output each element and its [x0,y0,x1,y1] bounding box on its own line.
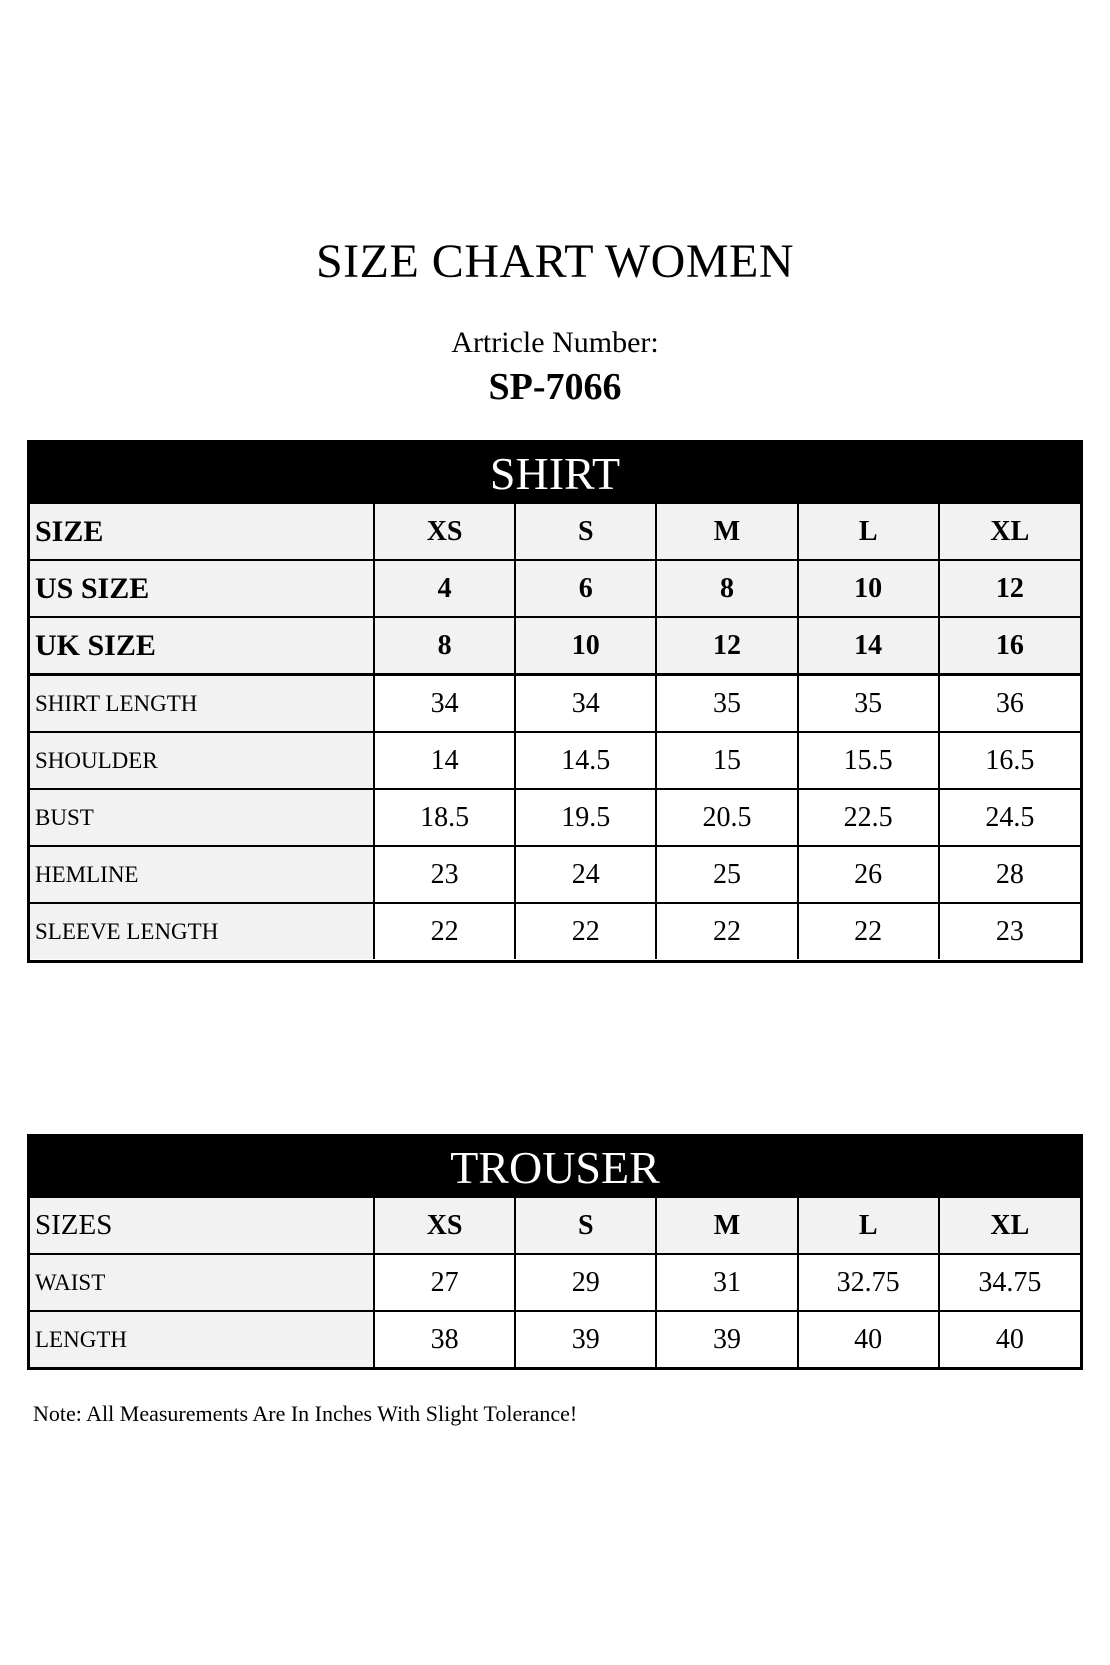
cell-value: 12 [939,560,1080,617]
cell-value: XL [939,1198,1080,1254]
cell-value: S [515,1198,656,1254]
table-row [30,675,1080,733]
cell-value: 22 [515,903,656,959]
cell-value: S [515,504,656,560]
cell-value: 18.5 [374,789,515,846]
table-row [30,1198,1080,1254]
row-label: SIZES [30,1198,374,1254]
cell-value: 27 [374,1254,515,1311]
cell-value: 26 [798,846,939,903]
measurement-note: Note: All Measurements Are In Inches With Slight Tolerance! [33,1401,578,1426]
trouser-banner: TROUSER [30,1137,1080,1198]
cell-value: 38 [374,1311,515,1367]
cell-value: 23 [374,846,515,903]
shirt-table [30,504,1080,959]
cell-value: 14 [798,617,939,675]
row-label: SHIRT LENGTH [30,675,374,733]
cell-value: 14 [374,732,515,789]
cell-value: 19.5 [515,789,656,846]
cell-value: 23 [939,903,1080,959]
cell-value: 15.5 [798,732,939,789]
cell-value: 34 [515,675,656,733]
cell-value: 25 [656,846,797,903]
trouser-table [30,1198,1080,1367]
table-row [30,1254,1080,1311]
table-row [30,1311,1080,1367]
cell-value: 32.75 [798,1254,939,1311]
row-label: SHOULDER [30,732,374,789]
row-label: WAIST [30,1254,374,1311]
cell-value: 35 [798,675,939,733]
row-label: SIZE [30,504,374,560]
cell-value: 14.5 [515,732,656,789]
cell-value: 29 [515,1254,656,1311]
row-label: SLEEVE LENGTH [30,903,374,959]
cell-value: 24.5 [939,789,1080,846]
row-label: LENGTH [30,1311,374,1367]
cell-value: L [798,1198,939,1254]
cell-value: 40 [798,1311,939,1367]
cell-value: 40 [939,1311,1080,1367]
cell-value: 35 [656,675,797,733]
cell-value: L [798,504,939,560]
cell-value: 12 [656,617,797,675]
row-label: BUST [30,789,374,846]
cell-value: 4 [374,560,515,617]
cell-value: XS [374,504,515,560]
row-label: HEMLINE [30,846,374,903]
cell-value: 6 [515,560,656,617]
table-row [30,846,1080,903]
cell-value: 22 [798,903,939,959]
table-row [30,789,1080,846]
cell-value: 31 [656,1254,797,1311]
cell-value: 24 [515,846,656,903]
cell-value: 39 [515,1311,656,1367]
cell-value: 10 [798,560,939,617]
cell-value: M [656,504,797,560]
page-title: SIZE CHART WOMEN [315,235,794,288]
article-number: SP-7066 [488,366,622,408]
cell-value: 34 [374,675,515,733]
cell-value: 8 [656,560,797,617]
cell-value: 28 [939,846,1080,903]
shirt-size-chart [27,440,1083,963]
cell-value: 15 [656,732,797,789]
cell-value: 34.75 [939,1254,1080,1311]
cell-value: 39 [656,1311,797,1367]
cell-value: 16 [939,617,1080,675]
cell-value: 22.5 [798,789,939,846]
article-number-label: Artricle Number: [451,326,659,359]
table-row [30,560,1080,617]
cell-value: 20.5 [656,789,797,846]
cell-value: 36 [939,675,1080,733]
table-row [30,617,1080,675]
trouser-size-chart [27,1134,1083,1370]
cell-value: XL [939,504,1080,560]
cell-value: 16.5 [939,732,1080,789]
cell-value: 22 [374,903,515,959]
cell-value: M [656,1198,797,1254]
table-row [30,504,1080,560]
cell-value: 8 [374,617,515,675]
cell-value: XS [374,1198,515,1254]
table-row [30,903,1080,959]
row-label: UK SIZE [30,617,374,675]
cell-value: 10 [515,617,656,675]
table-row [30,732,1080,789]
cell-value: 22 [656,903,797,959]
row-label: US SIZE [30,560,374,617]
shirt-banner: SHIRT [30,443,1080,504]
